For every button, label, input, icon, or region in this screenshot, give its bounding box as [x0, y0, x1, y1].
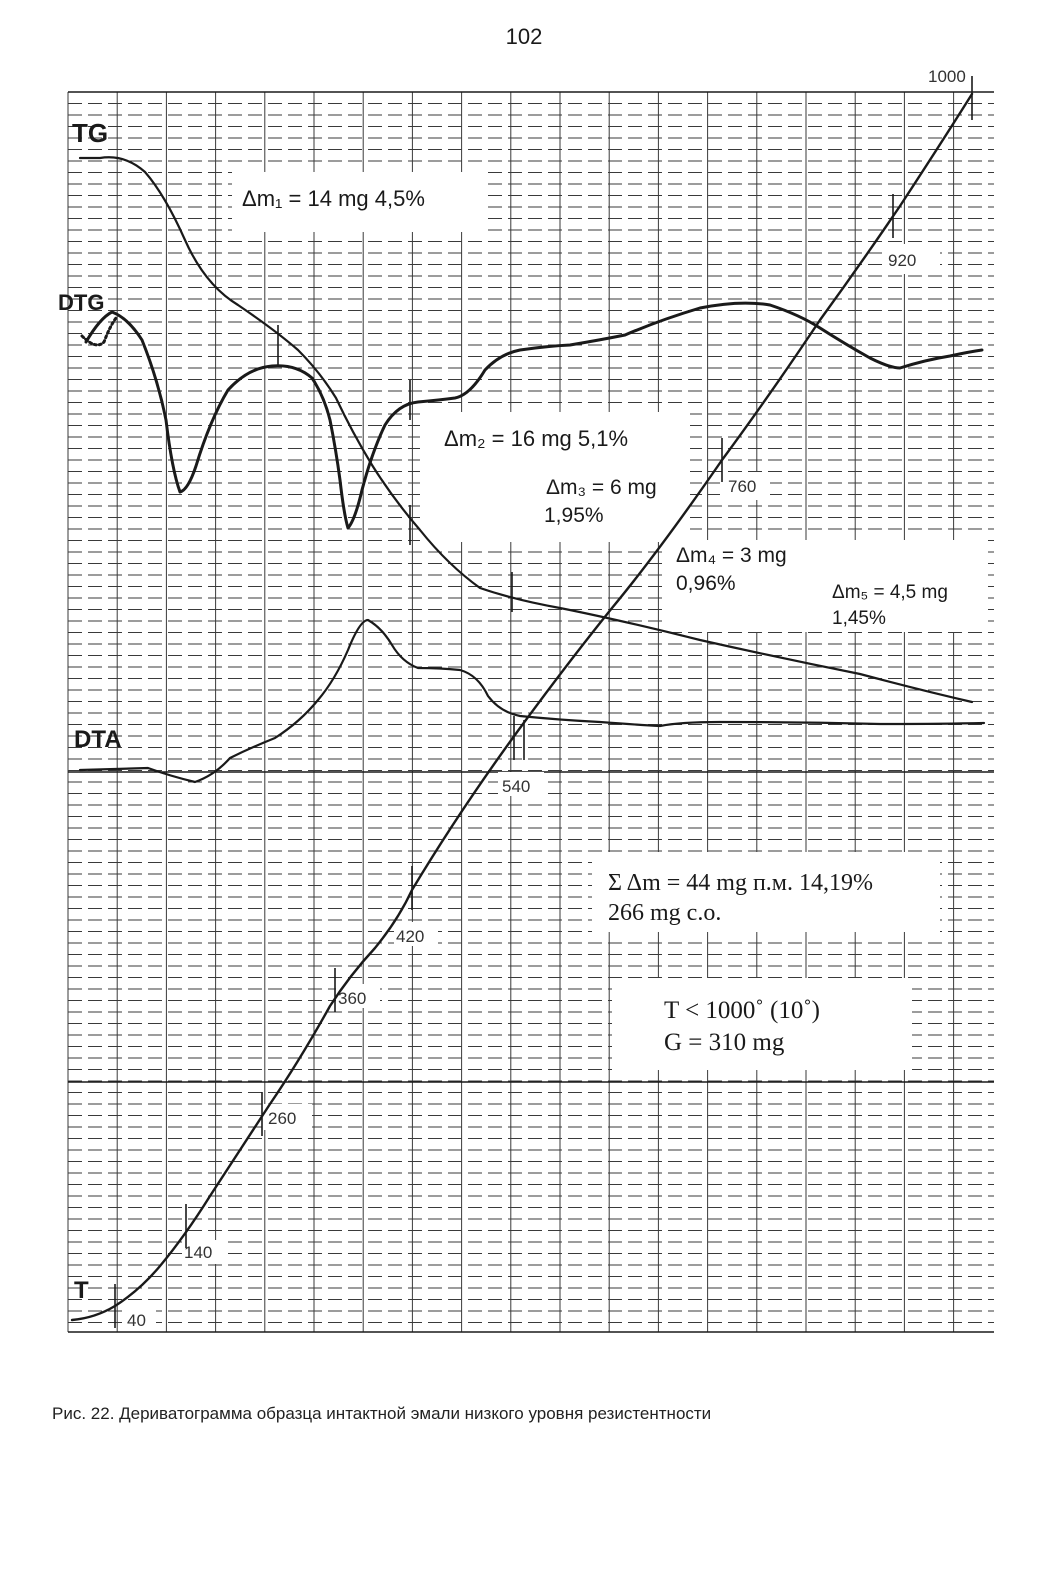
t-mark-label: 40 [127, 1311, 146, 1330]
temperature-labels [127, 67, 966, 1330]
dm2-annotation: Δm₂ = 16 mg 5,1% [444, 426, 629, 451]
conditions-mass: G = 310 mg [664, 1029, 785, 1056]
t-mark-label: 1000 [928, 67, 966, 86]
t-label: T [74, 1277, 89, 1304]
sum-annotation-residue: 266 mg с.о. [608, 900, 722, 926]
t-curve-ticks [115, 76, 972, 1328]
dm4-annotation-percent: 0,96% [676, 572, 736, 595]
t-mark-label: 140 [184, 1243, 213, 1262]
page-number: 102 [505, 24, 543, 49]
sum-annotation: Σ Δm = 44 mg п.м. 14,19% [608, 870, 873, 896]
t-mark-label: 260 [268, 1109, 297, 1128]
dm1-annotation: Δm₁ = 14 mg 4,5% [242, 186, 425, 211]
figure-caption: Рис. 22. Дериватограмма образца интактной эмали низкого уровня резистентности [52, 1404, 712, 1423]
t-mark-label: 540 [502, 777, 531, 796]
conditions-temperature: T < 1000˚ (10˚) [664, 997, 820, 1024]
t-mark-label: 420 [396, 927, 425, 946]
t-mark-label: 360 [338, 989, 367, 1008]
tg-label: TG [72, 118, 109, 148]
dm3-annotation-mass: Δm₃ = 6 mg [546, 476, 657, 499]
dm5-annotation-mass: Δm₅ = 4,5 mg [832, 582, 948, 603]
t-mark-label: 920 [888, 251, 917, 270]
chart-curves [72, 94, 984, 1320]
dm3-annotation-percent: 1,95% [544, 504, 604, 527]
t-mark-label: 760 [728, 477, 757, 496]
dm4-annotation-mass: Δm₄ = 3 mg [676, 544, 787, 567]
dm5-annotation-percent: 1,45% [832, 608, 886, 629]
dtg-label: DTG [58, 290, 105, 315]
dta-label: DTA [74, 726, 122, 753]
